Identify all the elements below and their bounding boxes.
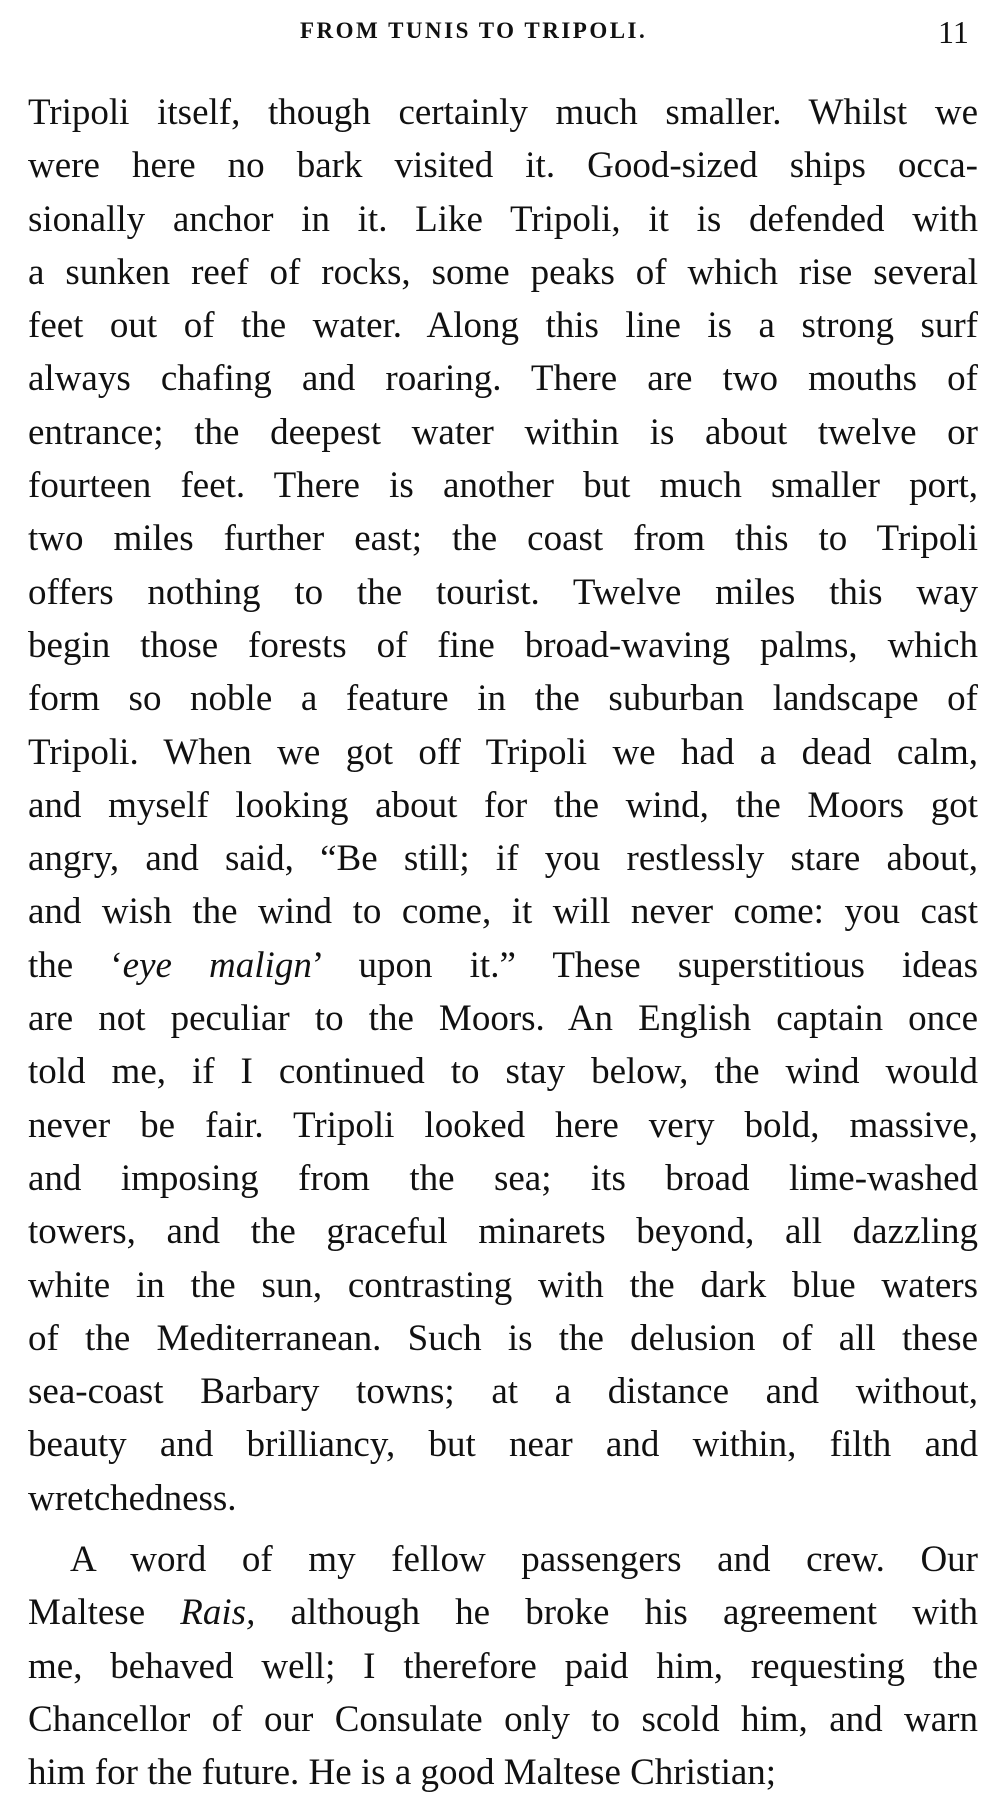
text-line: entrance; the deepest water within is about twelve or — [28, 411, 978, 453]
text-line: beauty and brilliancy, but near and within, filth and — [28, 1424, 978, 1466]
text-segment: Maltese — [28, 1592, 181, 1634]
paragraph — [28, 86, 978, 1525]
text-line: fourteen feet. There is another but much smaller port, — [28, 465, 978, 507]
text-segment: although he broke his agreement with — [255, 1592, 978, 1634]
text-line: and wish the wind to come, it will never come: you cast — [28, 891, 978, 933]
text-line — [28, 1586, 978, 1639]
text-line: always chafing and roaring. There are two mouths of — [28, 358, 978, 400]
text-line: him for the future. He is a good Maltese Christian; — [28, 1752, 777, 1794]
text-segment: the ‘ — [28, 944, 123, 986]
text-line: two miles further east; the coast from this to Tripoli — [28, 518, 978, 560]
text-line: Tripoli itself, though certainly much smaller. Whilst we — [28, 92, 978, 133]
text-line: A word of my fellow passengers and crew. Our — [70, 1539, 978, 1581]
text-line: towers, and the graceful minarets beyond, all dazzling — [28, 1211, 978, 1253]
text-line: a sunken reef of rocks, some peaks of which rise several — [28, 251, 978, 293]
text-line: wretchedness. — [28, 1477, 237, 1519]
body-text — [28, 86, 978, 1800]
text-line: and imposing from the sea; its broad lime-washed — [28, 1157, 978, 1199]
text-line: offers nothing to the tourist. Twelve miles this way — [28, 571, 978, 613]
text-segment: ’ upon it.” These superstitious ideas — [311, 944, 978, 986]
text-line: told me, if I continued to stay below, the wind would — [28, 1051, 978, 1093]
italic-phrase: Rais, — [180, 1592, 256, 1634]
paragraph-gap — [28, 1525, 978, 1533]
text-line: form so noble a feature in the suburban landscape of — [28, 678, 978, 720]
running-title: FROM TUNIS TO TRIPOLI. — [300, 18, 648, 43]
page-number: 11 — [938, 14, 969, 50]
text-line: and myself looking about for the wind, the Moors got — [28, 784, 978, 826]
text-line: are not peculiar to the Moors. An English captain once — [28, 998, 978, 1040]
text-line — [28, 939, 978, 992]
text-line: Tripoli. When we got off Tripoli we had a dead calm, — [28, 731, 978, 773]
paragraph — [28, 1533, 978, 1799]
text-line: angry, and said, “Be still; if you restlessly stare about, — [28, 838, 978, 880]
text-line: feet out of the water. Along this line is a strong surf — [28, 305, 978, 347]
text-line: sea-coast Barbary towns; at a distance and without, — [28, 1371, 978, 1413]
text-line: never be fair. Tripoli looked here very bold, massive, — [28, 1104, 978, 1146]
running-head — [0, 14, 1000, 58]
italic-phrase: eye malign — [122, 944, 312, 986]
text-line: white in the sun, contrasting with the dark blue waters — [28, 1264, 978, 1306]
text-line: were here no bark visited it. Good-sized ships occa- — [28, 145, 978, 187]
text-line: me, behaved well; I therefore paid him, requesting the — [28, 1645, 978, 1687]
text-line: of the Mediterranean. Such is the delusion of all these — [28, 1317, 978, 1359]
text-line: Chancellor of our Consulate only to scold him, and warn — [28, 1698, 978, 1740]
text-line: begin those forests of fine broad-waving palms, which — [28, 624, 978, 666]
text-line: sionally anchor in it. Like Tripoli, it is defended with — [28, 198, 978, 240]
